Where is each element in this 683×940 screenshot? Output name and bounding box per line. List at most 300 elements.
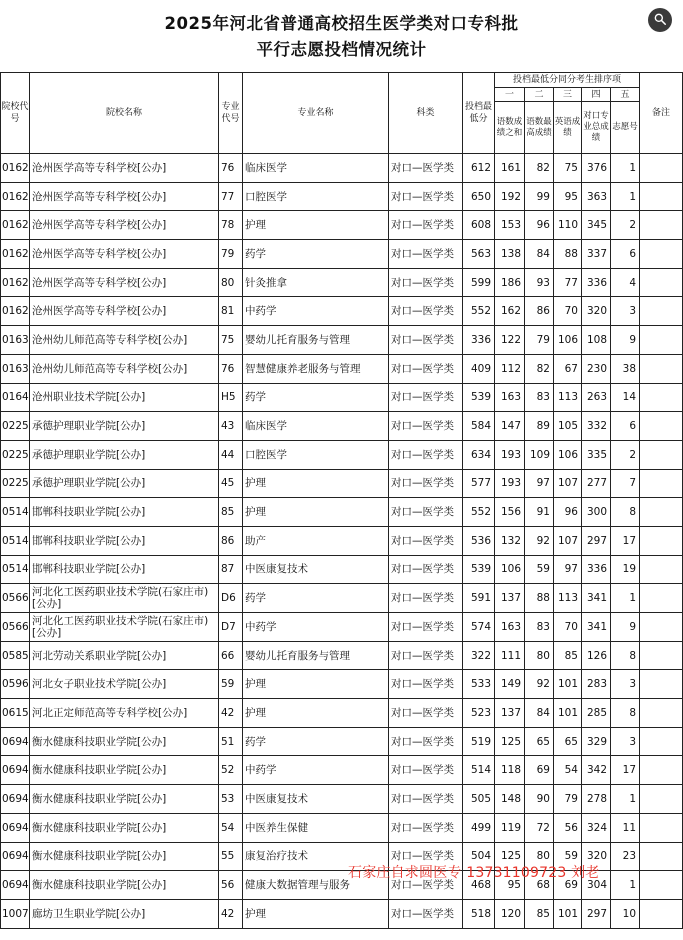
cell-school-code: 0694 <box>1 727 30 756</box>
cell-max-chinese-math: 80 <box>525 641 554 670</box>
cell-school-code: 0162 <box>1 211 30 240</box>
cell-school-name: 河北劳动关系职业学院[公办] <box>30 641 219 670</box>
cell-note <box>640 211 683 240</box>
cell-category: 对口—医学类 <box>389 182 463 211</box>
cell-major-code: 78 <box>219 211 243 240</box>
cell-preference-no: 8 <box>611 641 640 670</box>
cell-major-name: 药学 <box>243 584 389 613</box>
cell-note <box>640 182 683 211</box>
cell-english: 79 <box>554 785 582 814</box>
cell-english: 67 <box>554 354 582 383</box>
cell-min-score: 533 <box>463 670 495 699</box>
cell-preference-no: 4 <box>611 268 640 297</box>
cell-preference-no: 38 <box>611 354 640 383</box>
cell-category: 对口—医学类 <box>389 613 463 642</box>
cell-sum-chinese-math: 112 <box>495 354 525 383</box>
cell-preference-no: 3 <box>611 727 640 756</box>
cell-school-code: 0566 <box>1 613 30 642</box>
cell-max-chinese-math: 92 <box>525 670 554 699</box>
cell-note <box>640 469 683 498</box>
cell-school-code: 0163 <box>1 354 30 383</box>
cell-max-chinese-math: 92 <box>525 526 554 555</box>
cell-sum-chinese-math: 119 <box>495 813 525 842</box>
cell-school-code: 0162 <box>1 240 30 269</box>
cell-min-score: 577 <box>463 469 495 498</box>
cell-sum-chinese-math: 149 <box>495 670 525 699</box>
cell-school-name: 沧州幼儿师范高等专科学校[公办] <box>30 326 219 355</box>
table-row <box>1 268 683 297</box>
header-rank: 二 <box>525 88 554 102</box>
cell-english: 69 <box>554 871 582 900</box>
cell-school-name: 沧州医学高等专科学校[公办] <box>30 240 219 269</box>
cell-vocational-total: 337 <box>582 240 611 269</box>
cell-major-code: 86 <box>219 526 243 555</box>
cell-max-chinese-math: 86 <box>525 297 554 326</box>
cell-school-name: 沧州医学高等专科学校[公办] <box>30 211 219 240</box>
cell-note <box>640 297 683 326</box>
cell-vocational-total: 297 <box>582 526 611 555</box>
cell-preference-no: 1 <box>611 785 640 814</box>
cell-school-code: 0596 <box>1 670 30 699</box>
cell-major-code: 52 <box>219 756 243 785</box>
cell-preference-no: 11 <box>611 813 640 842</box>
cell-category: 对口—医学类 <box>389 383 463 412</box>
cell-major-code: 54 <box>219 813 243 842</box>
cell-school-name: 河北正定师范高等专科学校[公办] <box>30 699 219 728</box>
cell-major-name: 康复治疗技术 <box>243 842 389 871</box>
cell-major-name: 护理 <box>243 498 389 527</box>
header-note: 备注 <box>640 73 683 154</box>
cell-preference-no: 1 <box>611 182 640 211</box>
cell-category: 对口—医学类 <box>389 326 463 355</box>
cell-category: 对口—医学类 <box>389 756 463 785</box>
cell-min-score: 563 <box>463 240 495 269</box>
header-tie-group: 投档最低分同分考生排序项 <box>495 73 640 88</box>
header-code: 院校代号 <box>1 73 30 154</box>
header-major: 专业名称 <box>243 73 389 154</box>
cell-max-chinese-math: 109 <box>525 440 554 469</box>
cell-english: 85 <box>554 641 582 670</box>
cell-note <box>640 440 683 469</box>
cell-note <box>640 555 683 584</box>
cell-english: 106 <box>554 440 582 469</box>
cell-school-code: 0694 <box>1 871 30 900</box>
cell-major-name: 健康大数据管理与服务 <box>243 871 389 900</box>
cell-vocational-total: 230 <box>582 354 611 383</box>
cell-school-name: 沧州职业技术学院[公办] <box>30 383 219 412</box>
cell-major-name: 护理 <box>243 211 389 240</box>
table-row <box>1 584 683 613</box>
cell-min-score: 591 <box>463 584 495 613</box>
cell-max-chinese-math: 96 <box>525 211 554 240</box>
header-category: 科类 <box>389 73 463 154</box>
cell-major-code: 79 <box>219 240 243 269</box>
cell-min-score: 514 <box>463 756 495 785</box>
table-row <box>1 440 683 469</box>
cell-english: 56 <box>554 813 582 842</box>
cell-english: 101 <box>554 670 582 699</box>
cell-english: 113 <box>554 584 582 613</box>
cell-preference-no: 14 <box>611 383 640 412</box>
cell-min-score: 499 <box>463 813 495 842</box>
table-row <box>1 613 683 642</box>
cell-max-chinese-math: 93 <box>525 268 554 297</box>
cell-vocational-total: 341 <box>582 584 611 613</box>
cell-vocational-total: 283 <box>582 670 611 699</box>
header-rank: 三 <box>554 88 582 102</box>
cell-sum-chinese-math: 147 <box>495 412 525 441</box>
cell-major-code: 76 <box>219 354 243 383</box>
cell-vocational-total: 304 <box>582 871 611 900</box>
cell-major-name: 中药学 <box>243 297 389 326</box>
cell-school-name: 衡水健康科技职业学院[公办] <box>30 756 219 785</box>
cell-category: 对口—医学类 <box>389 584 463 613</box>
cell-preference-no: 1 <box>611 154 640 183</box>
cell-preference-no: 17 <box>611 756 640 785</box>
cell-vocational-total: 126 <box>582 641 611 670</box>
cell-major-code: 76 <box>219 154 243 183</box>
cell-sum-chinese-math: 153 <box>495 211 525 240</box>
cell-school-name: 邯郸科技职业学院[公办] <box>30 498 219 527</box>
cell-min-score: 539 <box>463 383 495 412</box>
cell-school-code: 0225 <box>1 440 30 469</box>
cell-major-name: 护理 <box>243 699 389 728</box>
cell-school-name: 沧州医学高等专科学校[公办] <box>30 297 219 326</box>
cell-min-score: 336 <box>463 326 495 355</box>
cell-school-name: 邯郸科技职业学院[公办] <box>30 526 219 555</box>
cell-sum-chinese-math: 186 <box>495 268 525 297</box>
cell-school-code: 0162 <box>1 297 30 326</box>
cell-major-name: 药学 <box>243 383 389 412</box>
cell-min-score: 519 <box>463 727 495 756</box>
table-row <box>1 526 683 555</box>
page-title-line1: 2025年河北省普通高校招生医学类对口专科批 <box>164 14 519 33</box>
cell-category: 对口—医学类 <box>389 842 463 871</box>
table-row <box>1 899 683 928</box>
cell-major-code: 56 <box>219 871 243 900</box>
cell-vocational-total: 341 <box>582 613 611 642</box>
cell-sum-chinese-math: 192 <box>495 182 525 211</box>
cell-note <box>640 785 683 814</box>
cell-major-code: D6 <box>219 584 243 613</box>
table-row <box>1 756 683 785</box>
cell-vocational-total: 363 <box>582 182 611 211</box>
cell-sum-chinese-math: 193 <box>495 440 525 469</box>
cell-major-code: 55 <box>219 842 243 871</box>
table-row <box>1 240 683 269</box>
cell-major-name: 中医康复技术 <box>243 555 389 584</box>
cell-min-score: 504 <box>463 842 495 871</box>
table-row <box>1 727 683 756</box>
cell-min-score: 409 <box>463 354 495 383</box>
cell-category: 对口—医学类 <box>389 727 463 756</box>
cell-max-chinese-math: 80 <box>525 842 554 871</box>
cell-english: 54 <box>554 756 582 785</box>
cell-english: 95 <box>554 182 582 211</box>
cell-note <box>640 154 683 183</box>
cell-min-score: 552 <box>463 297 495 326</box>
cell-major-name: 口腔医学 <box>243 182 389 211</box>
cell-english: 107 <box>554 526 582 555</box>
cell-sum-chinese-math: 125 <box>495 727 525 756</box>
cell-major-code: 45 <box>219 469 243 498</box>
table-row <box>1 326 683 355</box>
cell-category: 对口—医学类 <box>389 871 463 900</box>
cell-min-score: 523 <box>463 699 495 728</box>
cell-school-name: 河北化工医药职业技术学院(石家庄市)[公办] <box>30 584 219 613</box>
cell-major-name: 智慧健康养老服务与管理 <box>243 354 389 383</box>
cell-note <box>640 354 683 383</box>
table-row <box>1 412 683 441</box>
cell-english: 96 <box>554 498 582 527</box>
cell-sum-chinese-math: 106 <box>495 555 525 584</box>
cell-max-chinese-math: 83 <box>525 383 554 412</box>
table-row <box>1 813 683 842</box>
cell-school-code: 0514 <box>1 555 30 584</box>
cell-category: 对口—医学类 <box>389 899 463 928</box>
cell-note <box>640 498 683 527</box>
cell-major-name: 药学 <box>243 240 389 269</box>
table-row <box>1 641 683 670</box>
cell-school-name: 承德护理职业学院[公办] <box>30 440 219 469</box>
cell-school-name: 沧州医学高等专科学校[公办] <box>30 182 219 211</box>
cell-major-name: 临床医学 <box>243 412 389 441</box>
cell-max-chinese-math: 89 <box>525 412 554 441</box>
cell-min-score: 574 <box>463 613 495 642</box>
search-button[interactable] <box>648 8 672 32</box>
cell-vocational-total: 320 <box>582 297 611 326</box>
cell-preference-no: 1 <box>611 871 640 900</box>
cell-preference-no: 1 <box>611 584 640 613</box>
cell-min-score: 539 <box>463 555 495 584</box>
cell-major-name: 临床医学 <box>243 154 389 183</box>
cell-category: 对口—医学类 <box>389 211 463 240</box>
cell-sum-chinese-math: 137 <box>495 699 525 728</box>
cell-major-code: H5 <box>219 383 243 412</box>
cell-note <box>640 756 683 785</box>
cell-major-code: 80 <box>219 268 243 297</box>
watermark-text: 石家庄自求圆医专 13731109723 刘老 <box>348 865 600 881</box>
cell-major-code: 42 <box>219 699 243 728</box>
cell-preference-no: 9 <box>611 326 640 355</box>
cell-vocational-total: 285 <box>582 699 611 728</box>
cell-vocational-total: 336 <box>582 555 611 584</box>
cell-sum-chinese-math: 118 <box>495 756 525 785</box>
cell-sum-chinese-math: 132 <box>495 526 525 555</box>
cell-english: 88 <box>554 240 582 269</box>
table-row <box>1 354 683 383</box>
header-min-score: 投档最低分 <box>463 73 495 154</box>
cell-note <box>640 641 683 670</box>
cell-max-chinese-math: 82 <box>525 154 554 183</box>
cell-preference-no: 17 <box>611 526 640 555</box>
table-row <box>1 211 683 240</box>
cell-vocational-total: 335 <box>582 440 611 469</box>
cell-school-code: 0163 <box>1 326 30 355</box>
cell-category: 对口—医学类 <box>389 268 463 297</box>
cell-category: 对口—医学类 <box>389 440 463 469</box>
cell-max-chinese-math: 68 <box>525 871 554 900</box>
table-row <box>1 785 683 814</box>
cell-category: 对口—医学类 <box>389 785 463 814</box>
cell-major-name: 婴幼儿托育服务与管理 <box>243 326 389 355</box>
cell-major-name: 针灸推拿 <box>243 268 389 297</box>
cell-vocational-total: 342 <box>582 756 611 785</box>
cell-category: 对口—医学类 <box>389 354 463 383</box>
cell-school-name: 衡水健康科技职业学院[公办] <box>30 727 219 756</box>
cell-sum-chinese-math: 162 <box>495 297 525 326</box>
cell-school-code: 0225 <box>1 469 30 498</box>
cell-english: 97 <box>554 555 582 584</box>
cell-note <box>640 584 683 613</box>
cell-min-score: 322 <box>463 641 495 670</box>
header-rank: 一 <box>495 88 525 102</box>
cell-sum-chinese-math: 95 <box>495 871 525 900</box>
cell-max-chinese-math: 72 <box>525 813 554 842</box>
cell-major-code: 44 <box>219 440 243 469</box>
cell-major-code: 85 <box>219 498 243 527</box>
cell-preference-no: 8 <box>611 498 640 527</box>
cell-max-chinese-math: 69 <box>525 756 554 785</box>
cell-max-chinese-math: 65 <box>525 727 554 756</box>
cell-preference-no: 9 <box>611 613 640 642</box>
cell-english: 107 <box>554 469 582 498</box>
cell-category: 对口—医学类 <box>389 526 463 555</box>
cell-note <box>640 899 683 928</box>
cell-major-name: 口腔医学 <box>243 440 389 469</box>
cell-max-chinese-math: 85 <box>525 899 554 928</box>
cell-category: 对口—医学类 <box>389 498 463 527</box>
cell-school-code: 0514 <box>1 526 30 555</box>
cell-major-code: 43 <box>219 412 243 441</box>
cell-major-code: 42 <box>219 899 243 928</box>
header-rank: 四 <box>582 88 611 102</box>
cell-category: 对口—医学类 <box>389 297 463 326</box>
cell-school-code: 1007 <box>1 899 30 928</box>
cell-vocational-total: 263 <box>582 383 611 412</box>
cell-max-chinese-math: 79 <box>525 326 554 355</box>
cell-school-code: 0694 <box>1 756 30 785</box>
cell-sum-chinese-math: 138 <box>495 240 525 269</box>
cell-sum-chinese-math: 163 <box>495 383 525 412</box>
cell-note <box>640 240 683 269</box>
header-sub: 对口专业总成绩 <box>582 102 611 154</box>
cell-major-name: 助产 <box>243 526 389 555</box>
header-sub: 志愿号 <box>611 102 640 154</box>
cell-school-code: 0694 <box>1 842 30 871</box>
cell-school-name: 衡水健康科技职业学院[公办] <box>30 813 219 842</box>
cell-english: 70 <box>554 297 582 326</box>
cell-category: 对口—医学类 <box>389 699 463 728</box>
cell-max-chinese-math: 82 <box>525 354 554 383</box>
cell-school-name: 沧州幼儿师范高等专科学校[公办] <box>30 354 219 383</box>
cell-english: 113 <box>554 383 582 412</box>
cell-sum-chinese-math: 122 <box>495 326 525 355</box>
cell-school-code: 0164 <box>1 383 30 412</box>
cell-min-score: 608 <box>463 211 495 240</box>
cell-note <box>640 670 683 699</box>
table-row <box>1 383 683 412</box>
cell-sum-chinese-math: 156 <box>495 498 525 527</box>
table-row <box>1 555 683 584</box>
cell-vocational-total: 332 <box>582 412 611 441</box>
cell-major-code: 75 <box>219 326 243 355</box>
cell-vocational-total: 108 <box>582 326 611 355</box>
cell-sum-chinese-math: 137 <box>495 584 525 613</box>
cell-major-code: 66 <box>219 641 243 670</box>
cell-preference-no: 6 <box>611 240 640 269</box>
cell-category: 对口—医学类 <box>389 412 463 441</box>
cell-min-score: 634 <box>463 440 495 469</box>
table-row <box>1 498 683 527</box>
page-title-line2: 平行志愿投档情况统计 <box>256 40 427 59</box>
header-sub: 英语成绩 <box>554 102 582 154</box>
cell-school-name: 邯郸科技职业学院[公办] <box>30 555 219 584</box>
table-row <box>1 469 683 498</box>
cell-category: 对口—医学类 <box>389 813 463 842</box>
cell-vocational-total: 336 <box>582 268 611 297</box>
cell-major-code: D7 <box>219 613 243 642</box>
cell-vocational-total: 297 <box>582 899 611 928</box>
header-sub: 语数成绩之和 <box>495 102 525 154</box>
cell-preference-no: 6 <box>611 412 640 441</box>
cell-school-code: 0162 <box>1 182 30 211</box>
cell-max-chinese-math: 59 <box>525 555 554 584</box>
cell-school-name: 沧州医学高等专科学校[公办] <box>30 154 219 183</box>
cell-major-code: 77 <box>219 182 243 211</box>
cell-english: 70 <box>554 613 582 642</box>
cell-preference-no: 10 <box>611 899 640 928</box>
cell-preference-no: 3 <box>611 670 640 699</box>
header-school: 院校名称 <box>30 73 219 154</box>
table-row <box>1 297 683 326</box>
cell-major-name: 护理 <box>243 670 389 699</box>
cell-school-code: 0694 <box>1 813 30 842</box>
cell-note <box>640 326 683 355</box>
cell-note <box>640 842 683 871</box>
cell-preference-no: 19 <box>611 555 640 584</box>
cell-note <box>640 526 683 555</box>
cell-sum-chinese-math: 120 <box>495 899 525 928</box>
cell-school-code: 0615 <box>1 699 30 728</box>
cell-vocational-total: 277 <box>582 469 611 498</box>
cell-max-chinese-math: 84 <box>525 699 554 728</box>
cell-min-score: 468 <box>463 871 495 900</box>
cell-min-score: 536 <box>463 526 495 555</box>
cell-sum-chinese-math: 161 <box>495 154 525 183</box>
cell-max-chinese-math: 84 <box>525 240 554 269</box>
cell-school-name: 承德护理职业学院[公办] <box>30 469 219 498</box>
cell-category: 对口—医学类 <box>389 641 463 670</box>
cell-category: 对口—医学类 <box>389 240 463 269</box>
cell-sum-chinese-math: 125 <box>495 842 525 871</box>
cell-major-name: 中医养生保健 <box>243 813 389 842</box>
cell-note <box>640 727 683 756</box>
cell-category: 对口—医学类 <box>389 154 463 183</box>
admission-table <box>0 72 683 929</box>
cell-school-code: 0225 <box>1 412 30 441</box>
cell-school-name: 承德护理职业学院[公办] <box>30 412 219 441</box>
cell-preference-no: 3 <box>611 297 640 326</box>
cell-major-name: 婴幼儿托育服务与管理 <box>243 641 389 670</box>
cell-major-code: 51 <box>219 727 243 756</box>
table-row <box>1 154 683 183</box>
cell-school-name: 河北女子职业技术学院[公办] <box>30 670 219 699</box>
header-sub: 语数最高成绩 <box>525 102 554 154</box>
table-row <box>1 670 683 699</box>
cell-english: 75 <box>554 154 582 183</box>
cell-max-chinese-math: 97 <box>525 469 554 498</box>
